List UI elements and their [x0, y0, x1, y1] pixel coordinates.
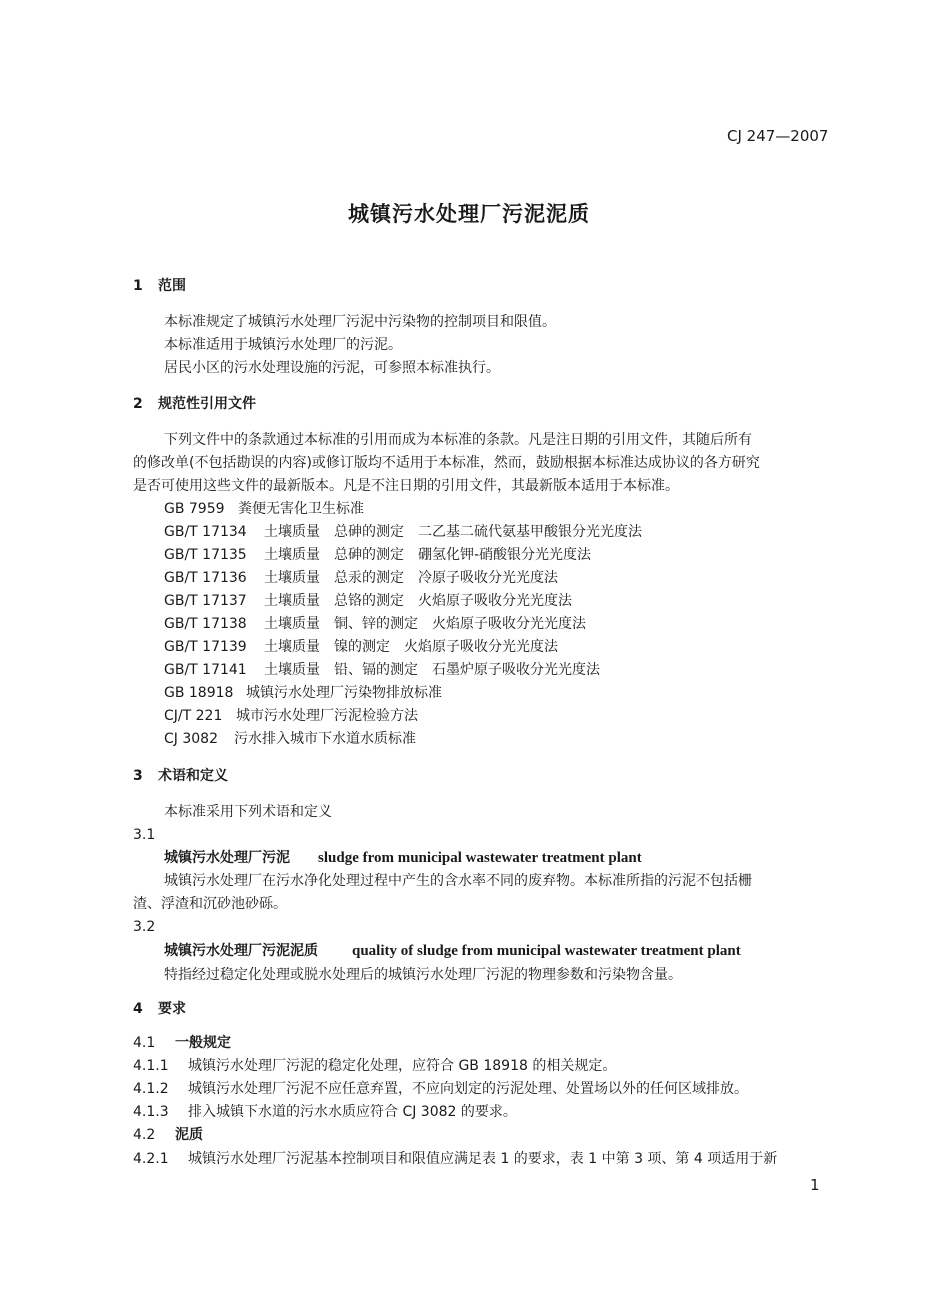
reference-title: 土壤质量 总砷的测定 硼氢化钾-硝酸银分光光度法: [264, 547, 592, 563]
standard-number: CJ 247—2007: [727, 127, 829, 145]
clause-text: 排入城镇下水道的污水水质应符合 CJ 3082 的要求。: [188, 1104, 517, 1120]
section-3-heading: 术语和定义: [158, 768, 228, 784]
reference-code: GB/T 17139: [164, 639, 247, 655]
section-1-heading: 范围: [158, 278, 186, 294]
reference-title: 土壤质量 总铬的测定 火焰原子吸收分光光度法: [264, 593, 572, 609]
reference-title: 城市污水处理厂污泥检验方法: [236, 708, 418, 724]
section-2-number: 2: [133, 396, 143, 412]
reference-code: CJ/T 221: [164, 708, 223, 724]
clause-number: 3.1: [133, 827, 156, 843]
clause-text: 城镇污水处理厂污泥的稳定化处理，应符合 GB 18918 的相关规定。: [188, 1058, 617, 1074]
reference-code: GB/T 17141: [164, 662, 247, 678]
reference-item: [164, 523, 642, 541]
definition-line: 城镇污水处理厂在污水净化处理过程中产生的含水率不同的废弃物。本标准所指的污泥不包括栅: [164, 873, 752, 889]
section-1-number: 1: [133, 278, 143, 294]
section-4-heading: 要求: [158, 1001, 186, 1017]
section-2-heading: 规范性引用文件: [158, 396, 256, 412]
reference-code: GB/T 17134: [164, 524, 247, 540]
clause-number: 4.1.2: [133, 1081, 169, 1097]
reference-item: [164, 500, 364, 518]
clause-heading: 泥质: [175, 1127, 203, 1143]
reference-title: 污水排入城市下水道水质标准: [234, 731, 416, 747]
clause-heading: 一般规定: [175, 1035, 231, 1051]
reference-title: 粪便无害化卫生标准: [238, 501, 364, 517]
reference-code: GB 18918: [164, 685, 234, 701]
section-3-intro: 本标准采用下列术语和定义: [164, 804, 332, 820]
clause-number: 4.1.1: [133, 1058, 169, 1074]
reference-title: 城镇污水处理厂污染物排放标准: [246, 685, 442, 701]
reference-item: [164, 638, 558, 656]
reference-title: 土壤质量 铅、镉的测定 石墨炉原子吸收分光光度法: [264, 662, 600, 678]
reference-item: [164, 546, 591, 564]
section-1-paragraph: 居民小区的污水处理设施的污泥，可参照本标准执行。: [164, 360, 500, 376]
reference-item: [164, 569, 558, 587]
reference-code: CJ 3082: [164, 731, 218, 747]
clause-number: 4.1.3: [133, 1104, 169, 1120]
reference-code: GB/T 17138: [164, 616, 247, 632]
reference-code: GB 7959: [164, 501, 225, 517]
reference-item: [164, 592, 572, 610]
definition-line: 特指经过稳定化处理或脱水处理后的城镇污水处理厂污泥的物理参数和污染物含量。: [164, 967, 682, 983]
reference-title: 土壤质量 总汞的测定 冷原子吸收分光光度法: [264, 570, 558, 586]
section-2-intro-line: 是否可使用这些文件的最新版本。凡是不注日期的引用文件，其最新版本适用于本标准。: [133, 478, 679, 494]
section-3-number: 3: [133, 768, 143, 784]
section-1-paragraph: 本标准适用于城镇污水处理厂的污泥。: [164, 337, 402, 353]
reference-code: GB/T 17136: [164, 570, 247, 586]
section-2-intro-line: 下列文件中的条款通过本标准的引用而成为本标准的条款。凡是注日期的引用文件，其随后所有: [164, 432, 752, 448]
reference-item: [164, 707, 418, 725]
term-en: sludge from municipal wastewater treatment plant: [318, 850, 642, 866]
page-title: 城镇污水处理厂污泥泥质: [348, 202, 590, 226]
clause-number: 3.2: [133, 919, 156, 935]
reference-title: 土壤质量 镍的测定 火焰原子吸收分光光度法: [264, 639, 558, 655]
clause-number: 4.1: [133, 1035, 156, 1051]
reference-item: [164, 730, 416, 748]
clause-number: 4.2.1: [133, 1151, 169, 1167]
section-2-intro-line: 的修改单(不包括勘误的内容)或修订版均不适用于本标准，然而，鼓励根据本标准达成协议的各方研究: [133, 455, 760, 471]
reference-item: [164, 684, 442, 702]
reference-title: 土壤质量 铜、锌的测定 火焰原子吸收分光光度法: [264, 616, 586, 632]
reference-item: [164, 615, 586, 633]
clause-text: 城镇污水处理厂污泥不应任意弃置，不应向划定的污泥处理、处置场以外的任何区域排放。: [188, 1081, 748, 1097]
page-number: 1: [810, 1176, 820, 1194]
reference-title: 土壤质量 总砷的测定 二乙基二硫代氨基甲酸银分光光度法: [264, 524, 642, 540]
reference-code: GB/T 17135: [164, 547, 247, 563]
term-cn: 城镇污水处理厂污泥泥质: [164, 943, 318, 959]
reference-item: [164, 661, 600, 679]
clause-number: 4.2: [133, 1127, 156, 1143]
term-cn: 城镇污水处理厂污泥: [164, 850, 290, 866]
definition-line: 渣、浮渣和沉砂池砂砾。: [133, 896, 287, 912]
section-1-paragraph: 本标准规定了城镇污水处理厂污泥中污染物的控制项目和限值。: [164, 314, 556, 330]
clause-text: 城镇污水处理厂污泥基本控制项目和限值应满足表 1 的要求，表 1 中第 3 项、第 4 项适用于新: [188, 1151, 778, 1167]
section-4-number: 4: [133, 1001, 143, 1017]
reference-code: GB/T 17137: [164, 593, 247, 609]
term-en: quality of sludge from municipal wastewater treatment plant: [352, 943, 741, 959]
